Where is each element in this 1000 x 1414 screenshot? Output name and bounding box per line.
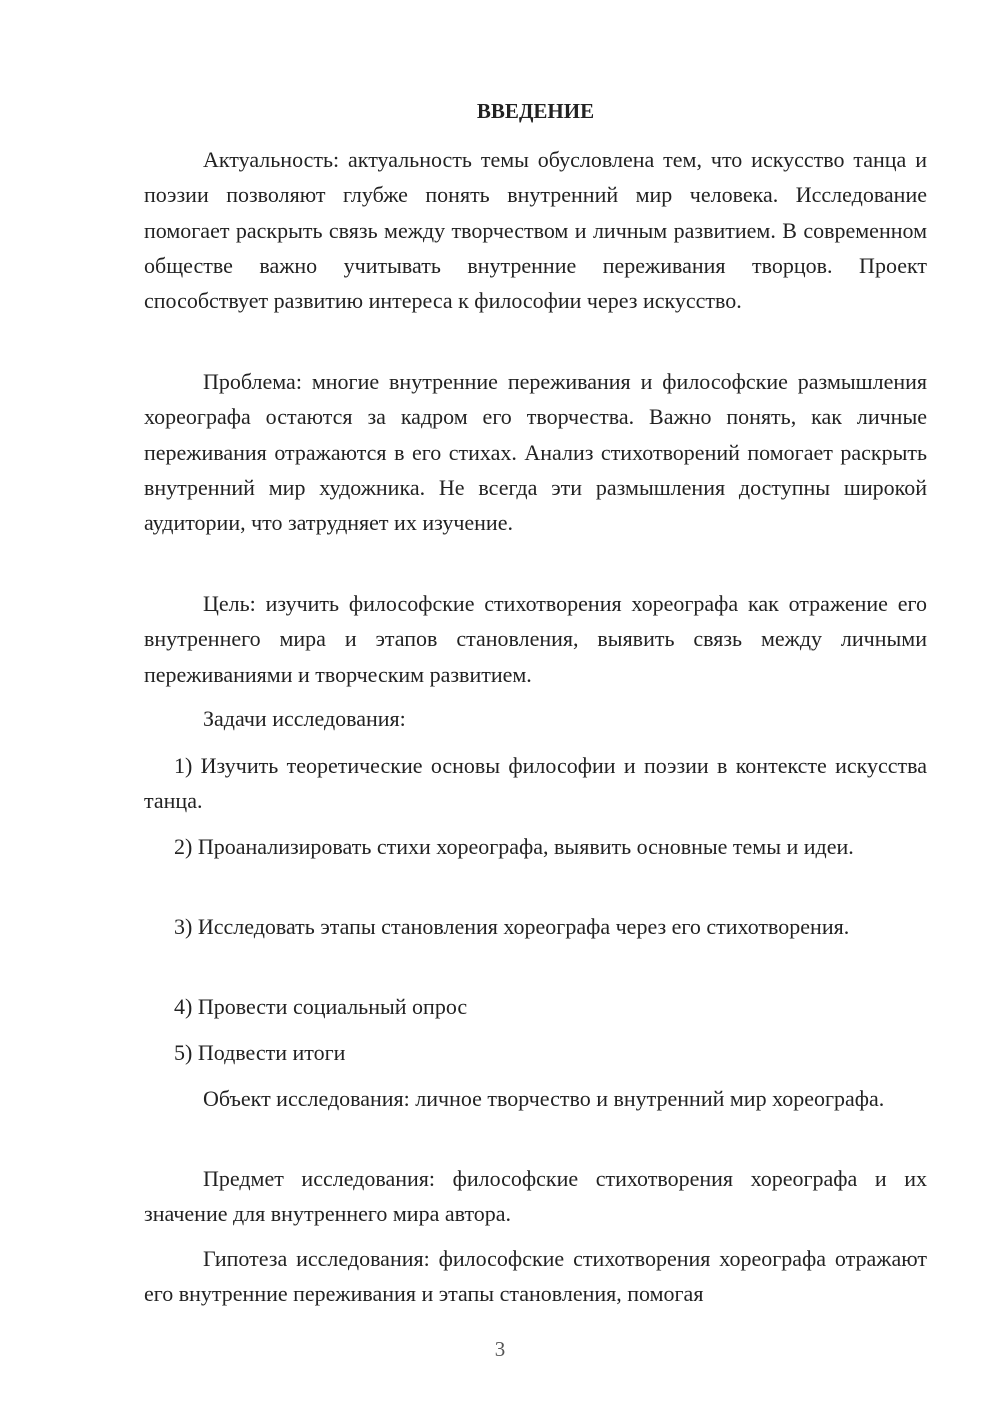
task-item-1: 1) Изучить теоретические основы философии и поэзии в контексте искусства танца.	[144, 753, 927, 814]
paragraph-hypothesis: Гипотеза исследования: философские стихотворения хореографа отражают его внутренние переживания и этапы становления, помогая	[144, 1246, 927, 1307]
paragraph-subject: Предмет исследования: философские стихотворения хореографа и их значение для внутреннего мира автора.	[144, 1166, 927, 1227]
paragraph-object: Объект исследования: личное творчество и внутренний мир хореографа.	[203, 1086, 885, 1111]
tasks-heading: Задачи исследования:	[203, 706, 406, 731]
task-item-2: 2) Проанализировать стихи хореографа, выявить основные темы и идеи.	[174, 834, 854, 859]
paragraph-goal: Цель: изучить философские стихотворения хореографа как отражение его внутреннего мира и этапов становления, выявить связь между личными переживаниями и творческим развитием.	[144, 591, 927, 687]
paragraph-problem: Проблема: многие внутренние переживания и философские размышления хореографа остаются за кадром его творчества. Важно понять, как личные переживания отражаются в его стихах. Анализ стихотворений помогает раскрыть внутренний мир художника. Не всегда эти размышления доступны широкой аудитории, что затрудняет их изучение.	[144, 369, 927, 536]
paragraph-relevance: Актуальность: актуальность темы обусловлена тем, что искусство танца и поэзии позволяют глубже понять внутренний мир человека. Исследование помогает раскрыть связь между творчеством и личным развитием. В современном обществе важно учитывать внутренние переживания творцов. Проект способствует развитию интереса к философии через искусство.	[144, 147, 927, 314]
section-title: ВВЕДЕНИЕ	[476, 99, 595, 123]
task-item-4: 4) Провести социальный опрос	[174, 994, 468, 1019]
page-number: 3	[494, 1337, 506, 1361]
task-item-3: 3) Исследовать этапы становления хореографа через его стихотворения.	[174, 914, 850, 939]
task-item-5: 5) Подвести итоги	[174, 1040, 346, 1065]
